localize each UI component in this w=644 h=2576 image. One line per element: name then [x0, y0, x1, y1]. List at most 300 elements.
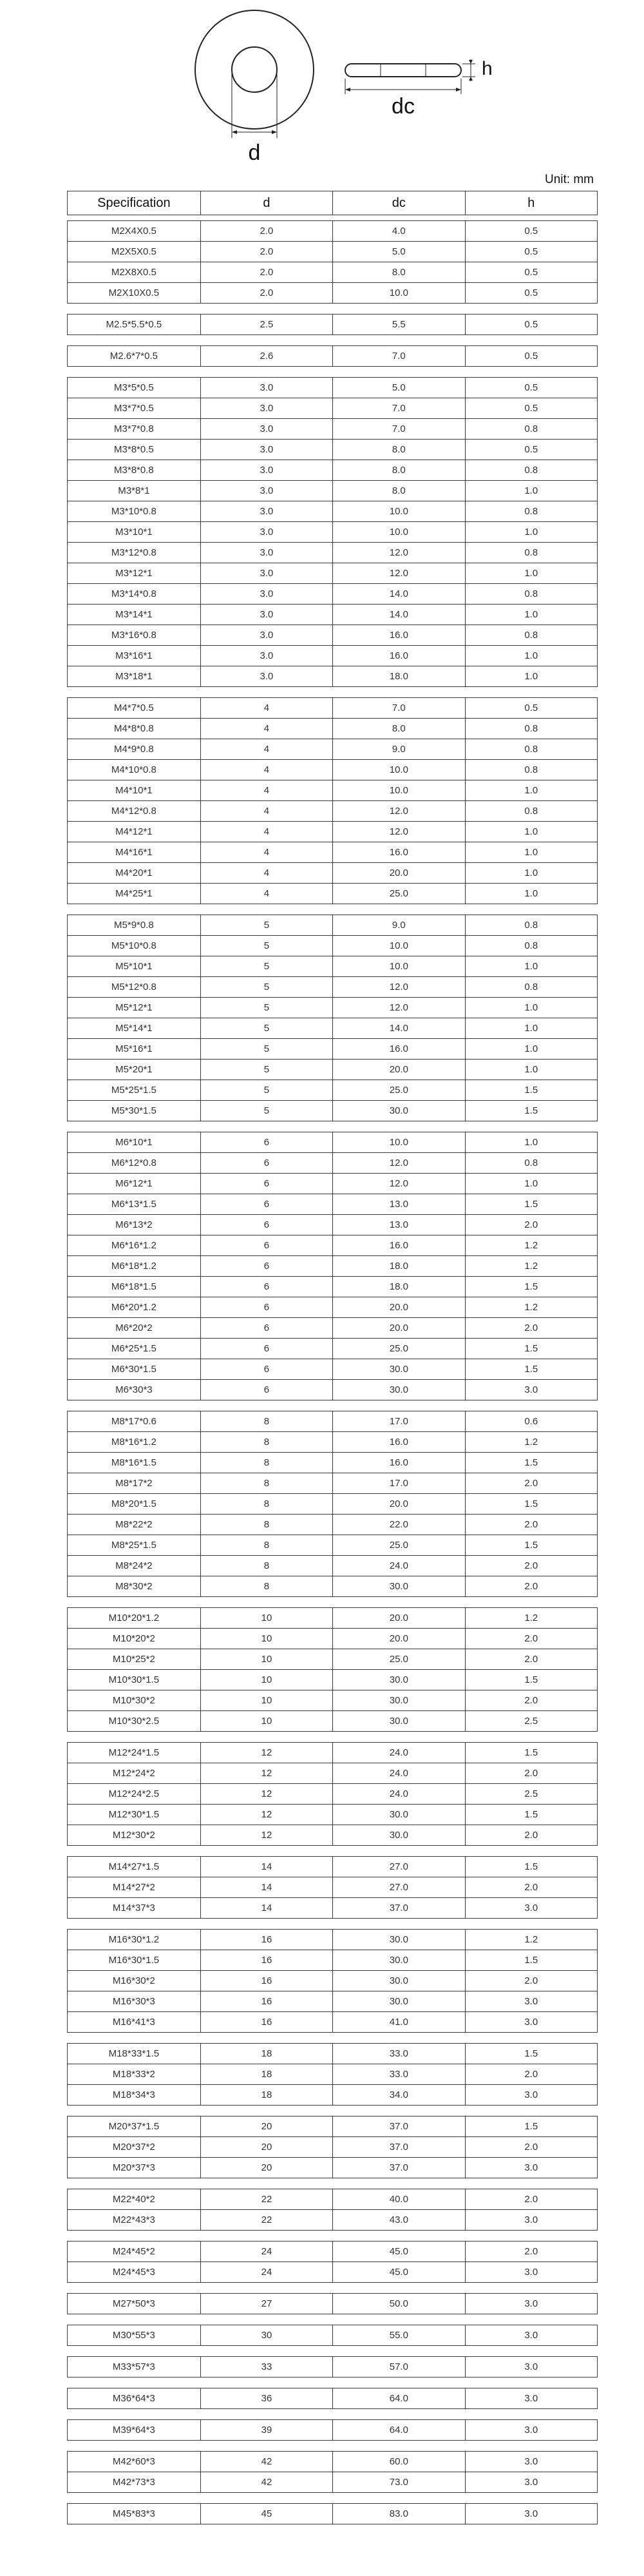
spec-group-table — [67, 2388, 598, 2409]
cell-h: 1.0 — [465, 605, 597, 625]
cell-dc: 10.0 — [333, 780, 465, 801]
cell-h: 1.5 — [465, 2044, 597, 2064]
cell-d: 42 — [200, 2452, 332, 2472]
spec-group-table — [67, 2356, 598, 2377]
cell-d: 12 — [200, 1763, 332, 1784]
table-row — [68, 378, 598, 398]
cell-specification: M5*10*1 — [68, 956, 201, 977]
unit-label: Unit: mm — [545, 173, 594, 186]
cell-d: 3.0 — [200, 522, 332, 543]
spec-group-table — [67, 1607, 598, 1732]
cell-specification: M3*10*1 — [68, 522, 201, 543]
cell-specification: M3*14*0.8 — [68, 584, 201, 605]
cell-h: 0.8 — [465, 419, 597, 440]
cell-d: 3.0 — [200, 646, 332, 666]
cell-dc: 17.0 — [333, 1473, 465, 1494]
cell-h: 0.8 — [465, 719, 597, 739]
cell-d: 6 — [200, 1174, 332, 1194]
cell-dc: 20.0 — [333, 863, 465, 884]
cell-h: 2.0 — [465, 1556, 597, 1576]
washer-diagram — [0, 0, 644, 168]
cell-dc: 30.0 — [333, 1576, 465, 1597]
cell-h: 1.2 — [465, 1608, 597, 1629]
cell-d: 8 — [200, 1576, 332, 1597]
cell-d: 6 — [200, 1153, 332, 1174]
cell-specification: M3*12*0.8 — [68, 543, 201, 563]
spec-group-table — [67, 314, 598, 335]
cell-specification: M20*37*2 — [68, 2137, 201, 2158]
cell-specification: M4*12*1 — [68, 822, 201, 842]
cell-d: 3.0 — [200, 543, 332, 563]
cell-dc: 22.0 — [333, 1515, 465, 1535]
cell-h: 2.5 — [465, 1711, 597, 1732]
cell-specification: M6*18*1.5 — [68, 1277, 201, 1297]
table-row — [68, 2116, 598, 2137]
cell-d: 4 — [200, 780, 332, 801]
cell-d: 24 — [200, 2242, 332, 2262]
cell-h: 2.0 — [465, 1971, 597, 1991]
cell-d: 8 — [200, 1494, 332, 1515]
cell-d: 4 — [200, 801, 332, 822]
label-d: d — [248, 140, 261, 165]
spec-group-table — [67, 1411, 598, 1597]
cell-dc: 12.0 — [333, 1153, 465, 1174]
cell-dc: 10.0 — [333, 283, 465, 304]
cell-h: 0.5 — [465, 315, 597, 335]
cell-h: 3.0 — [465, 2388, 597, 2409]
cell-h: 3.0 — [465, 2158, 597, 2178]
table-row — [68, 1825, 598, 1846]
cell-d: 3.0 — [200, 460, 332, 481]
cell-d: 2.0 — [200, 242, 332, 262]
cell-specification: M8*30*2 — [68, 1576, 201, 1597]
cell-d: 4 — [200, 842, 332, 863]
cell-h: 1.5 — [465, 1359, 597, 1380]
table-row — [68, 1432, 598, 1453]
table-row — [68, 739, 598, 760]
cell-dc: 25.0 — [333, 1339, 465, 1359]
cell-specification: M4*10*1 — [68, 780, 201, 801]
cell-specification: M16*41*3 — [68, 2012, 201, 2033]
cell-h: 0.8 — [465, 460, 597, 481]
cell-d: 10 — [200, 1649, 332, 1670]
cell-d: 5 — [200, 915, 332, 936]
table-row — [68, 501, 598, 522]
cell-d: 3.0 — [200, 419, 332, 440]
cell-specification: M18*33*1.5 — [68, 2044, 201, 2064]
cell-dc: 20.0 — [333, 1629, 465, 1649]
cell-specification: M16*30*1.5 — [68, 1950, 201, 1971]
cell-d: 12 — [200, 1784, 332, 1805]
cell-specification: M12*24*1.5 — [68, 1743, 201, 1763]
cell-h: 1.0 — [465, 863, 597, 884]
table-row — [68, 398, 598, 419]
table-row — [68, 719, 598, 739]
cell-dc: 12.0 — [333, 822, 465, 842]
table-row — [68, 283, 598, 304]
table-row — [68, 915, 598, 936]
cell-dc: 18.0 — [333, 1256, 465, 1277]
cell-dc: 30.0 — [333, 1805, 465, 1825]
cell-dc: 30.0 — [333, 1825, 465, 1846]
cell-d: 2.5 — [200, 315, 332, 335]
table-row — [68, 1763, 598, 1784]
cell-dc: 14.0 — [333, 584, 465, 605]
cell-dc: 50.0 — [333, 2294, 465, 2314]
cell-h: 2.0 — [465, 1473, 597, 1494]
cell-d: 39 — [200, 2420, 332, 2441]
cell-h: 2.5 — [465, 1784, 597, 1805]
table-row — [68, 2064, 598, 2085]
cell-specification: M30*55*3 — [68, 2325, 201, 2346]
table-row — [68, 2420, 598, 2441]
cell-specification: M4*10*0.8 — [68, 760, 201, 780]
cell-dc: 10.0 — [333, 936, 465, 956]
cell-d: 27 — [200, 2294, 332, 2314]
cell-d: 20 — [200, 2158, 332, 2178]
cell-dc: 17.0 — [333, 1411, 465, 1432]
cell-d: 16 — [200, 1991, 332, 2012]
cell-specification: M2.5*5.5*0.5 — [68, 315, 201, 335]
cell-h: 1.5 — [465, 1339, 597, 1359]
cell-h: 2.0 — [465, 1649, 597, 1670]
cell-specification: M12*24*2.5 — [68, 1784, 201, 1805]
cell-h: 0.8 — [465, 1153, 597, 1174]
specification-tables — [67, 191, 598, 2524]
spec-group-table — [67, 915, 598, 1121]
cell-h: 1.5 — [465, 1494, 597, 1515]
cell-d: 24 — [200, 2262, 332, 2283]
cell-h: 0.8 — [465, 501, 597, 522]
cell-dc: 12.0 — [333, 563, 465, 584]
cell-d: 5 — [200, 1018, 332, 1039]
spec-group-table — [67, 2325, 598, 2346]
cell-specification: M2X5X0.5 — [68, 242, 201, 262]
table-row — [68, 522, 598, 543]
cell-dc: 8.0 — [333, 440, 465, 460]
cell-specification: M16*30*2 — [68, 1971, 201, 1991]
cell-dc: 57.0 — [333, 2357, 465, 2377]
cell-d: 4 — [200, 739, 332, 760]
cell-d: 20 — [200, 2137, 332, 2158]
table-row — [68, 1556, 598, 1576]
cell-dc: 5.0 — [333, 242, 465, 262]
table-row — [68, 1132, 598, 1153]
header-h: h — [465, 191, 597, 215]
cell-dc: 10.0 — [333, 760, 465, 780]
cell-dc: 7.0 — [333, 346, 465, 367]
cell-dc: 20.0 — [333, 1494, 465, 1515]
cell-h: 2.0 — [465, 1576, 597, 1597]
table-row — [68, 1535, 598, 1556]
cell-d: 3.0 — [200, 605, 332, 625]
header-dc: dc — [333, 191, 465, 215]
cell-specification: M10*25*2 — [68, 1649, 201, 1670]
cell-d: 42 — [200, 2472, 332, 2493]
table-row — [68, 1215, 598, 1235]
cell-specification: M33*57*3 — [68, 2357, 201, 2377]
table-row — [68, 863, 598, 884]
table-row — [68, 1473, 598, 1494]
cell-specification: M4*8*0.8 — [68, 719, 201, 739]
cell-d: 6 — [200, 1132, 332, 1153]
cell-dc: 16.0 — [333, 842, 465, 863]
cell-d: 6 — [200, 1194, 332, 1215]
cell-h: 1.0 — [465, 956, 597, 977]
cell-specification: M36*64*3 — [68, 2388, 201, 2409]
cell-d: 16 — [200, 1950, 332, 1971]
table-row — [68, 460, 598, 481]
cell-h: 2.0 — [465, 2064, 597, 2085]
cell-specification: M10*30*2.5 — [68, 1711, 201, 1732]
cell-specification: M5*12*1 — [68, 998, 201, 1018]
cell-specification: M6*16*1.2 — [68, 1235, 201, 1256]
cell-h: 3.0 — [465, 2294, 597, 2314]
cell-d: 6 — [200, 1297, 332, 1318]
cell-dc: 30.0 — [333, 1690, 465, 1711]
cell-h: 3.0 — [465, 2472, 597, 2493]
table-row — [68, 2210, 598, 2231]
cell-specification: M5*30*1.5 — [68, 1101, 201, 1121]
table-row — [68, 2012, 598, 2033]
cell-d: 10 — [200, 1629, 332, 1649]
table-row — [68, 760, 598, 780]
cell-h: 1.5 — [465, 1277, 597, 1297]
table-row — [68, 1991, 598, 2012]
cell-d: 6 — [200, 1318, 332, 1339]
cell-specification: M4*7*0.5 — [68, 698, 201, 719]
cell-h: 1.2 — [465, 1256, 597, 1277]
cell-d: 3.0 — [200, 440, 332, 460]
table-row — [68, 698, 598, 719]
cell-d: 16 — [200, 2012, 332, 2033]
cell-h: 2.0 — [465, 2137, 597, 2158]
table-row — [68, 242, 598, 262]
cell-dc: 7.0 — [333, 698, 465, 719]
cell-dc: 16.0 — [333, 625, 465, 646]
cell-d: 8 — [200, 1432, 332, 1453]
cell-specification: M6*13*2 — [68, 1215, 201, 1235]
cell-d: 16 — [200, 1971, 332, 1991]
cell-dc: 14.0 — [333, 605, 465, 625]
cell-specification: M6*30*3 — [68, 1380, 201, 1400]
table-row — [68, 2472, 598, 2493]
label-h: h — [482, 58, 493, 79]
table-row — [68, 2325, 598, 2346]
cell-h: 1.0 — [465, 884, 597, 904]
cell-h: 0.8 — [465, 915, 597, 936]
cell-d: 36 — [200, 2388, 332, 2409]
table-row — [68, 1018, 598, 1039]
cell-specification: M42*60*3 — [68, 2452, 201, 2472]
cell-h: 0.5 — [465, 440, 597, 460]
cell-d: 5 — [200, 1101, 332, 1121]
cell-h: 1.5 — [465, 1670, 597, 1690]
cell-specification: M8*25*1.5 — [68, 1535, 201, 1556]
cell-specification: M16*30*1.2 — [68, 1930, 201, 1950]
cell-dc: 18.0 — [333, 1277, 465, 1297]
cell-d: 12 — [200, 1805, 332, 1825]
cell-specification: M6*10*1 — [68, 1132, 201, 1153]
table-row — [68, 666, 598, 687]
cell-specification: M10*20*2 — [68, 1629, 201, 1649]
cell-dc: 45.0 — [333, 2262, 465, 2283]
cell-dc: 12.0 — [333, 801, 465, 822]
cell-h: 1.5 — [465, 1080, 597, 1101]
cell-specification: M3*8*1 — [68, 481, 201, 501]
table-row — [68, 2158, 598, 2178]
table-row — [68, 998, 598, 1018]
header-d: d — [200, 191, 332, 215]
cell-d: 6 — [200, 1277, 332, 1297]
cell-dc: 20.0 — [333, 1318, 465, 1339]
cell-h: 1.0 — [465, 563, 597, 584]
cell-dc: 12.0 — [333, 1174, 465, 1194]
table-row — [68, 1898, 598, 1919]
table-row — [68, 801, 598, 822]
table-row — [68, 605, 598, 625]
spec-group-table — [67, 697, 598, 904]
cell-specification: M8*24*2 — [68, 1556, 201, 1576]
cell-specification: M10*20*1.2 — [68, 1608, 201, 1629]
table-row — [68, 1576, 598, 1597]
cell-h: 0.5 — [465, 262, 597, 283]
cell-h: 3.0 — [465, 2357, 597, 2377]
table-row — [68, 1877, 598, 1898]
table-row — [68, 481, 598, 501]
cell-dc: 37.0 — [333, 2158, 465, 2178]
cell-dc: 20.0 — [333, 1297, 465, 1318]
cell-h: 2.0 — [465, 2189, 597, 2210]
cell-dc: 30.0 — [333, 1670, 465, 1690]
cell-d: 2.6 — [200, 346, 332, 367]
table-row — [68, 956, 598, 977]
cell-specification: M2X8X0.5 — [68, 262, 201, 283]
table-row — [68, 1318, 598, 1339]
table-row — [68, 1235, 598, 1256]
cell-h: 1.0 — [465, 780, 597, 801]
cell-dc: 25.0 — [333, 1535, 465, 1556]
cell-dc: 7.0 — [333, 419, 465, 440]
cell-dc: 8.0 — [333, 262, 465, 283]
table-row — [68, 2044, 598, 2064]
cell-dc: 16.0 — [333, 1039, 465, 1060]
cell-d: 14 — [200, 1857, 332, 1877]
cell-specification: M12*30*2 — [68, 1825, 201, 1846]
cell-d: 10 — [200, 1608, 332, 1629]
table-row — [68, 440, 598, 460]
cell-d: 2.0 — [200, 283, 332, 304]
cell-d: 3.0 — [200, 563, 332, 584]
cell-specification: M4*12*0.8 — [68, 801, 201, 822]
cell-h: 1.5 — [465, 1857, 597, 1877]
cell-dc: 12.0 — [333, 977, 465, 998]
cell-specification: M45*83*3 — [68, 2504, 201, 2524]
cell-dc: 30.0 — [333, 1971, 465, 1991]
cell-d: 18 — [200, 2044, 332, 2064]
cell-dc: 33.0 — [333, 2044, 465, 2064]
cell-dc: 33.0 — [333, 2064, 465, 2085]
cell-specification: M10*30*2 — [68, 1690, 201, 1711]
cell-dc: 13.0 — [333, 1194, 465, 1215]
table-row — [68, 1857, 598, 1877]
cell-d: 4 — [200, 863, 332, 884]
cell-dc: 12.0 — [333, 998, 465, 1018]
cell-specification: M14*27*1.5 — [68, 1857, 201, 1877]
spec-group-table — [67, 2241, 598, 2283]
cell-dc: 30.0 — [333, 1101, 465, 1121]
cell-specification: M20*37*3 — [68, 2158, 201, 2178]
cell-h: 3.0 — [465, 2210, 597, 2231]
cell-specification: M6*25*1.5 — [68, 1339, 201, 1359]
table-row — [68, 1411, 598, 1432]
cell-dc: 37.0 — [333, 2137, 465, 2158]
cell-dc: 5.5 — [333, 315, 465, 335]
table-row — [68, 977, 598, 998]
cell-specification: M8*20*1.5 — [68, 1494, 201, 1515]
cell-d: 6 — [200, 1215, 332, 1235]
cell-specification: M2.6*7*0.5 — [68, 346, 201, 367]
table-row — [68, 2357, 598, 2377]
cell-h: 1.0 — [465, 1060, 597, 1080]
cell-specification: M5*14*1 — [68, 1018, 201, 1039]
spec-group-table — [67, 345, 598, 367]
cell-h: 1.5 — [465, 1805, 597, 1825]
spec-group-table — [67, 2419, 598, 2441]
table-row — [68, 2294, 598, 2314]
table-row — [68, 346, 598, 367]
cell-h: 0.5 — [465, 283, 597, 304]
cell-h: 1.2 — [465, 1297, 597, 1318]
cell-h: 3.0 — [465, 1898, 597, 1919]
cell-d: 3.0 — [200, 584, 332, 605]
cell-specification: M12*24*2 — [68, 1763, 201, 1784]
cell-h: 1.5 — [465, 1453, 597, 1473]
cell-dc: 8.0 — [333, 460, 465, 481]
cell-d: 5 — [200, 998, 332, 1018]
spec-group-table — [67, 2116, 598, 2178]
table-row — [68, 1297, 598, 1318]
table-row — [68, 584, 598, 605]
cell-specification: M6*20*1.2 — [68, 1297, 201, 1318]
cell-dc: 25.0 — [333, 884, 465, 904]
spec-group-table — [67, 1132, 598, 1400]
cell-h: 1.5 — [465, 2116, 597, 2137]
cell-specification: M18*34*3 — [68, 2085, 201, 2106]
cell-dc: 9.0 — [333, 915, 465, 936]
cell-dc: 43.0 — [333, 2210, 465, 2231]
cell-h: 0.5 — [465, 346, 597, 367]
cell-d: 12 — [200, 1743, 332, 1763]
cell-specification: M5*10*0.8 — [68, 936, 201, 956]
cell-h: 1.0 — [465, 666, 597, 687]
cell-specification: M4*20*1 — [68, 863, 201, 884]
cell-h: 0.8 — [465, 543, 597, 563]
cell-d: 6 — [200, 1339, 332, 1359]
cell-specification: M5*25*1.5 — [68, 1080, 201, 1101]
cell-dc: 7.0 — [333, 398, 465, 419]
cell-specification: M3*8*0.8 — [68, 460, 201, 481]
cell-dc: 64.0 — [333, 2388, 465, 2409]
cell-d: 20 — [200, 2116, 332, 2137]
washer-side-view — [345, 59, 475, 94]
cell-d: 5 — [200, 936, 332, 956]
table-row — [68, 1950, 598, 1971]
cell-dc: 41.0 — [333, 2012, 465, 2033]
cell-h: 1.5 — [465, 1743, 597, 1763]
spec-group-table — [67, 2043, 598, 2106]
cell-d: 5 — [200, 956, 332, 977]
